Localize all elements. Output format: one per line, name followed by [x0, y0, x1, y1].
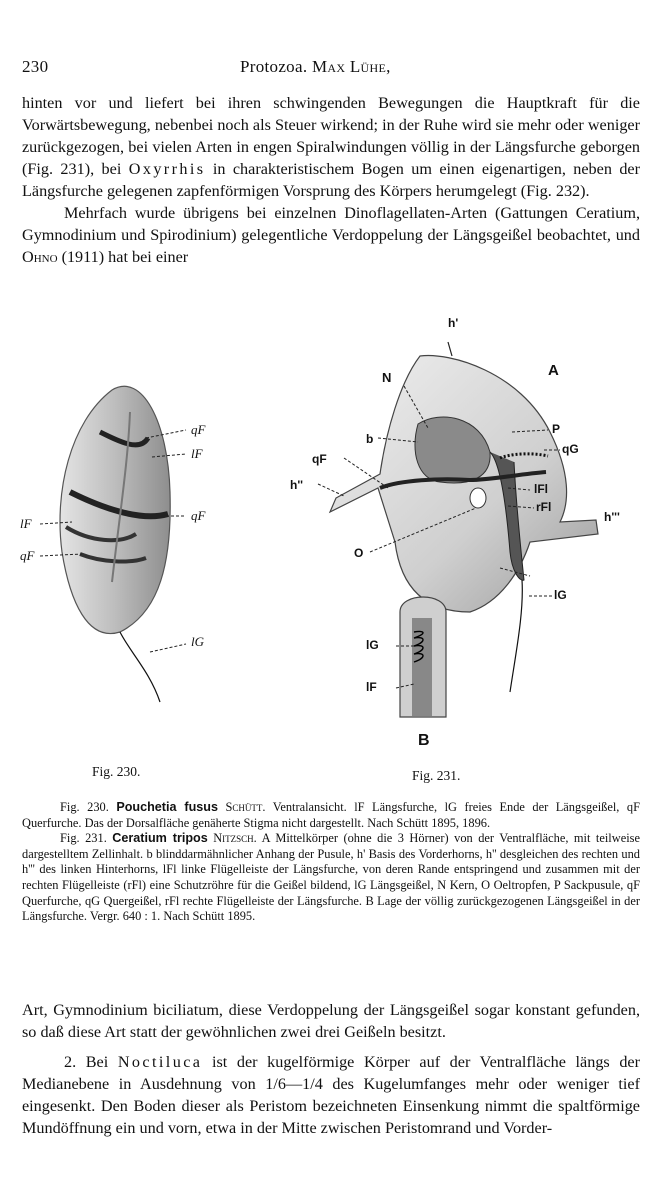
fig230-label-lf-right: lF [191, 446, 203, 461]
fig230-label-lf-left: lF [20, 516, 32, 531]
fig230-label-lg: lG [191, 634, 204, 649]
paragraph-4-text: ist der kugelförmige Körper auf der Ventralfläche längs der Medianebene in Ausdehnung von 1/6—1/4 des Kugelumfanges mehr oder weniger tief eingesenkt. Den Boden dieser als Peristom bezeichneten Einsenkung nimmt die spaltförmige Mundöffnung ein und vorn, etwa in der Mitte zwischen Peristomrand und Vorder- [22, 1053, 640, 1137]
caption-fig231-text: A Mittelkörper (ohne die 3 Hörner) von der Ventralfläche, mit teilweise dargestelltem Zellinhalt. b blinddarmähnlicher Anhang der Pusule, h' Basis des Vorderhorns, h'' desgleichen des rechten und h''' des linken Hinterhorns, lFl linke Flügelleiste der Längsfurche, von deren Rande entspringend und zusammen mit der rechten Flügelleiste (rFl) eine Schutzröhre für die Geißel bildend, lG Längsgeißel, N Kern, O Oeltropfen, P Sackpusule, qF Querfurche, qG Quergeißel, rFl rechte Flügelleiste der Längsfurche. B Lage der völlig zurückgezogenen Längsgeißel in der Längsfurche. Vergr. 640 : 1. Nach Schütt 1895. [22, 831, 640, 924]
genus-oxyrrhis: Oxyrrhis [128, 160, 206, 178]
caption-fig230-species: Pouchetia fusus [116, 800, 218, 814]
fig231-label-h2: h'' [290, 478, 304, 492]
caption-fig230 [22, 800, 640, 831]
paragraph-1-text-end: in charakteristischem Bogen um einen eigenartigen, neben der Längsfurche gelegenen zapfenförmigen Vorsprung des Körpers herumgelegt (Fig. 232). [22, 160, 640, 200]
fig231-label-rfl: rFl [536, 500, 552, 514]
running-title [240, 57, 391, 77]
fig230-drawing [60, 386, 170, 702]
caption-fig231-label: Fig. 231. [60, 831, 107, 846]
author-ohno: Ohno [22, 248, 58, 266]
paragraph-4-prefix: 2. Bei [64, 1053, 118, 1071]
fig231-inset-label-lf: lF [366, 680, 377, 694]
fig230-label-qf-left: qF [20, 548, 35, 563]
fig231-number: Fig. 231. [412, 768, 461, 783]
body-text-top [22, 92, 640, 268]
caption-fig230-text: Ventralansicht. lF Längsfurche, lG freies Ende der Längsgeißel, qF Querfurche. Das der Dorsalfläche genäherte Stigma nicht dargestellt. Nach Schütt 1895, 1896. [22, 800, 640, 830]
fig231-label-a: A [548, 362, 559, 379]
fig231-drawing-b [400, 597, 446, 717]
genus-noctiluca: Noctiluca [117, 1053, 203, 1071]
fig231-label-lg: lG [554, 588, 567, 602]
fig231-label-lfl: lFl [534, 482, 548, 496]
body-text-bottom [22, 999, 640, 1139]
fig230-number: Fig. 230. [92, 764, 141, 779]
figure-illustrations [0, 312, 660, 792]
paragraph-2-text: Mehrfach wurde übrigens bei einzelnen Dinoflagellaten-Arten (Gattungen Ceratium, Gymnodinium und Spirodinium) gelegentliche Verdoppelung der Längsgeißel beobachtet, und [22, 204, 640, 244]
fig231-label-h1: h' [448, 316, 459, 330]
paragraph-2 [22, 202, 640, 268]
caption-fig231 [22, 831, 640, 925]
fig231-label-qg: qG [562, 442, 579, 456]
fig230-label-qf-top: qF [191, 422, 206, 437]
caption-fig231-species: Ceratium tripos [112, 831, 208, 846]
figure-area [0, 312, 660, 792]
running-head [22, 57, 638, 81]
paragraph-3: Art, Gymnodinium biciliatum, diese Verdoppelung der Längsgeißel sogar konstant gefunden, so daß diese Art statt der gewöhnlichen zwei drei Geißeln besitzt. [22, 1001, 640, 1041]
fig230-label-qf-mid: qF [191, 508, 206, 523]
paragraph-1 [22, 92, 640, 202]
caption-fig231-author: Nitzsch. [213, 831, 257, 846]
caption-fig230-author: Schütt. [225, 800, 266, 814]
fig231-label-n: N [382, 370, 392, 385]
fig231-inset-label-lg: lG [366, 638, 379, 652]
paragraph-4 [22, 1051, 640, 1139]
caption-fig230-label: Fig. 230. [60, 800, 109, 814]
fig231-label-o: O [354, 546, 364, 560]
fig231-label-h3: h''' [604, 510, 620, 524]
fig231-label-b: b [366, 432, 374, 446]
figure-captions [22, 800, 640, 925]
fig231-label-qf: qF [312, 452, 327, 466]
paragraph-2-text-end: (1911) hat bei einer [57, 248, 189, 266]
running-title-section: Protozoa. [240, 57, 308, 76]
paragraph-1-text: hinten vor und liefert bei ihren schwingenden Bewegungen die Hauptkraft für die Vorwärtsbewegung, nebenbei noch als Steuer wirkend; in der Ruhe wird sie mehr oder weniger zurückgezogen, bei vielen Arten in engen Spiralwindungen völlig in der Längsfurche geborgen (Fig. 231), bei [22, 94, 640, 178]
running-title-author: Max Lühe, [311, 57, 391, 76]
fig231-label-b-panel: B [418, 732, 430, 749]
page-number: 230 [22, 57, 49, 76]
fig231-label-p: P [552, 422, 561, 436]
